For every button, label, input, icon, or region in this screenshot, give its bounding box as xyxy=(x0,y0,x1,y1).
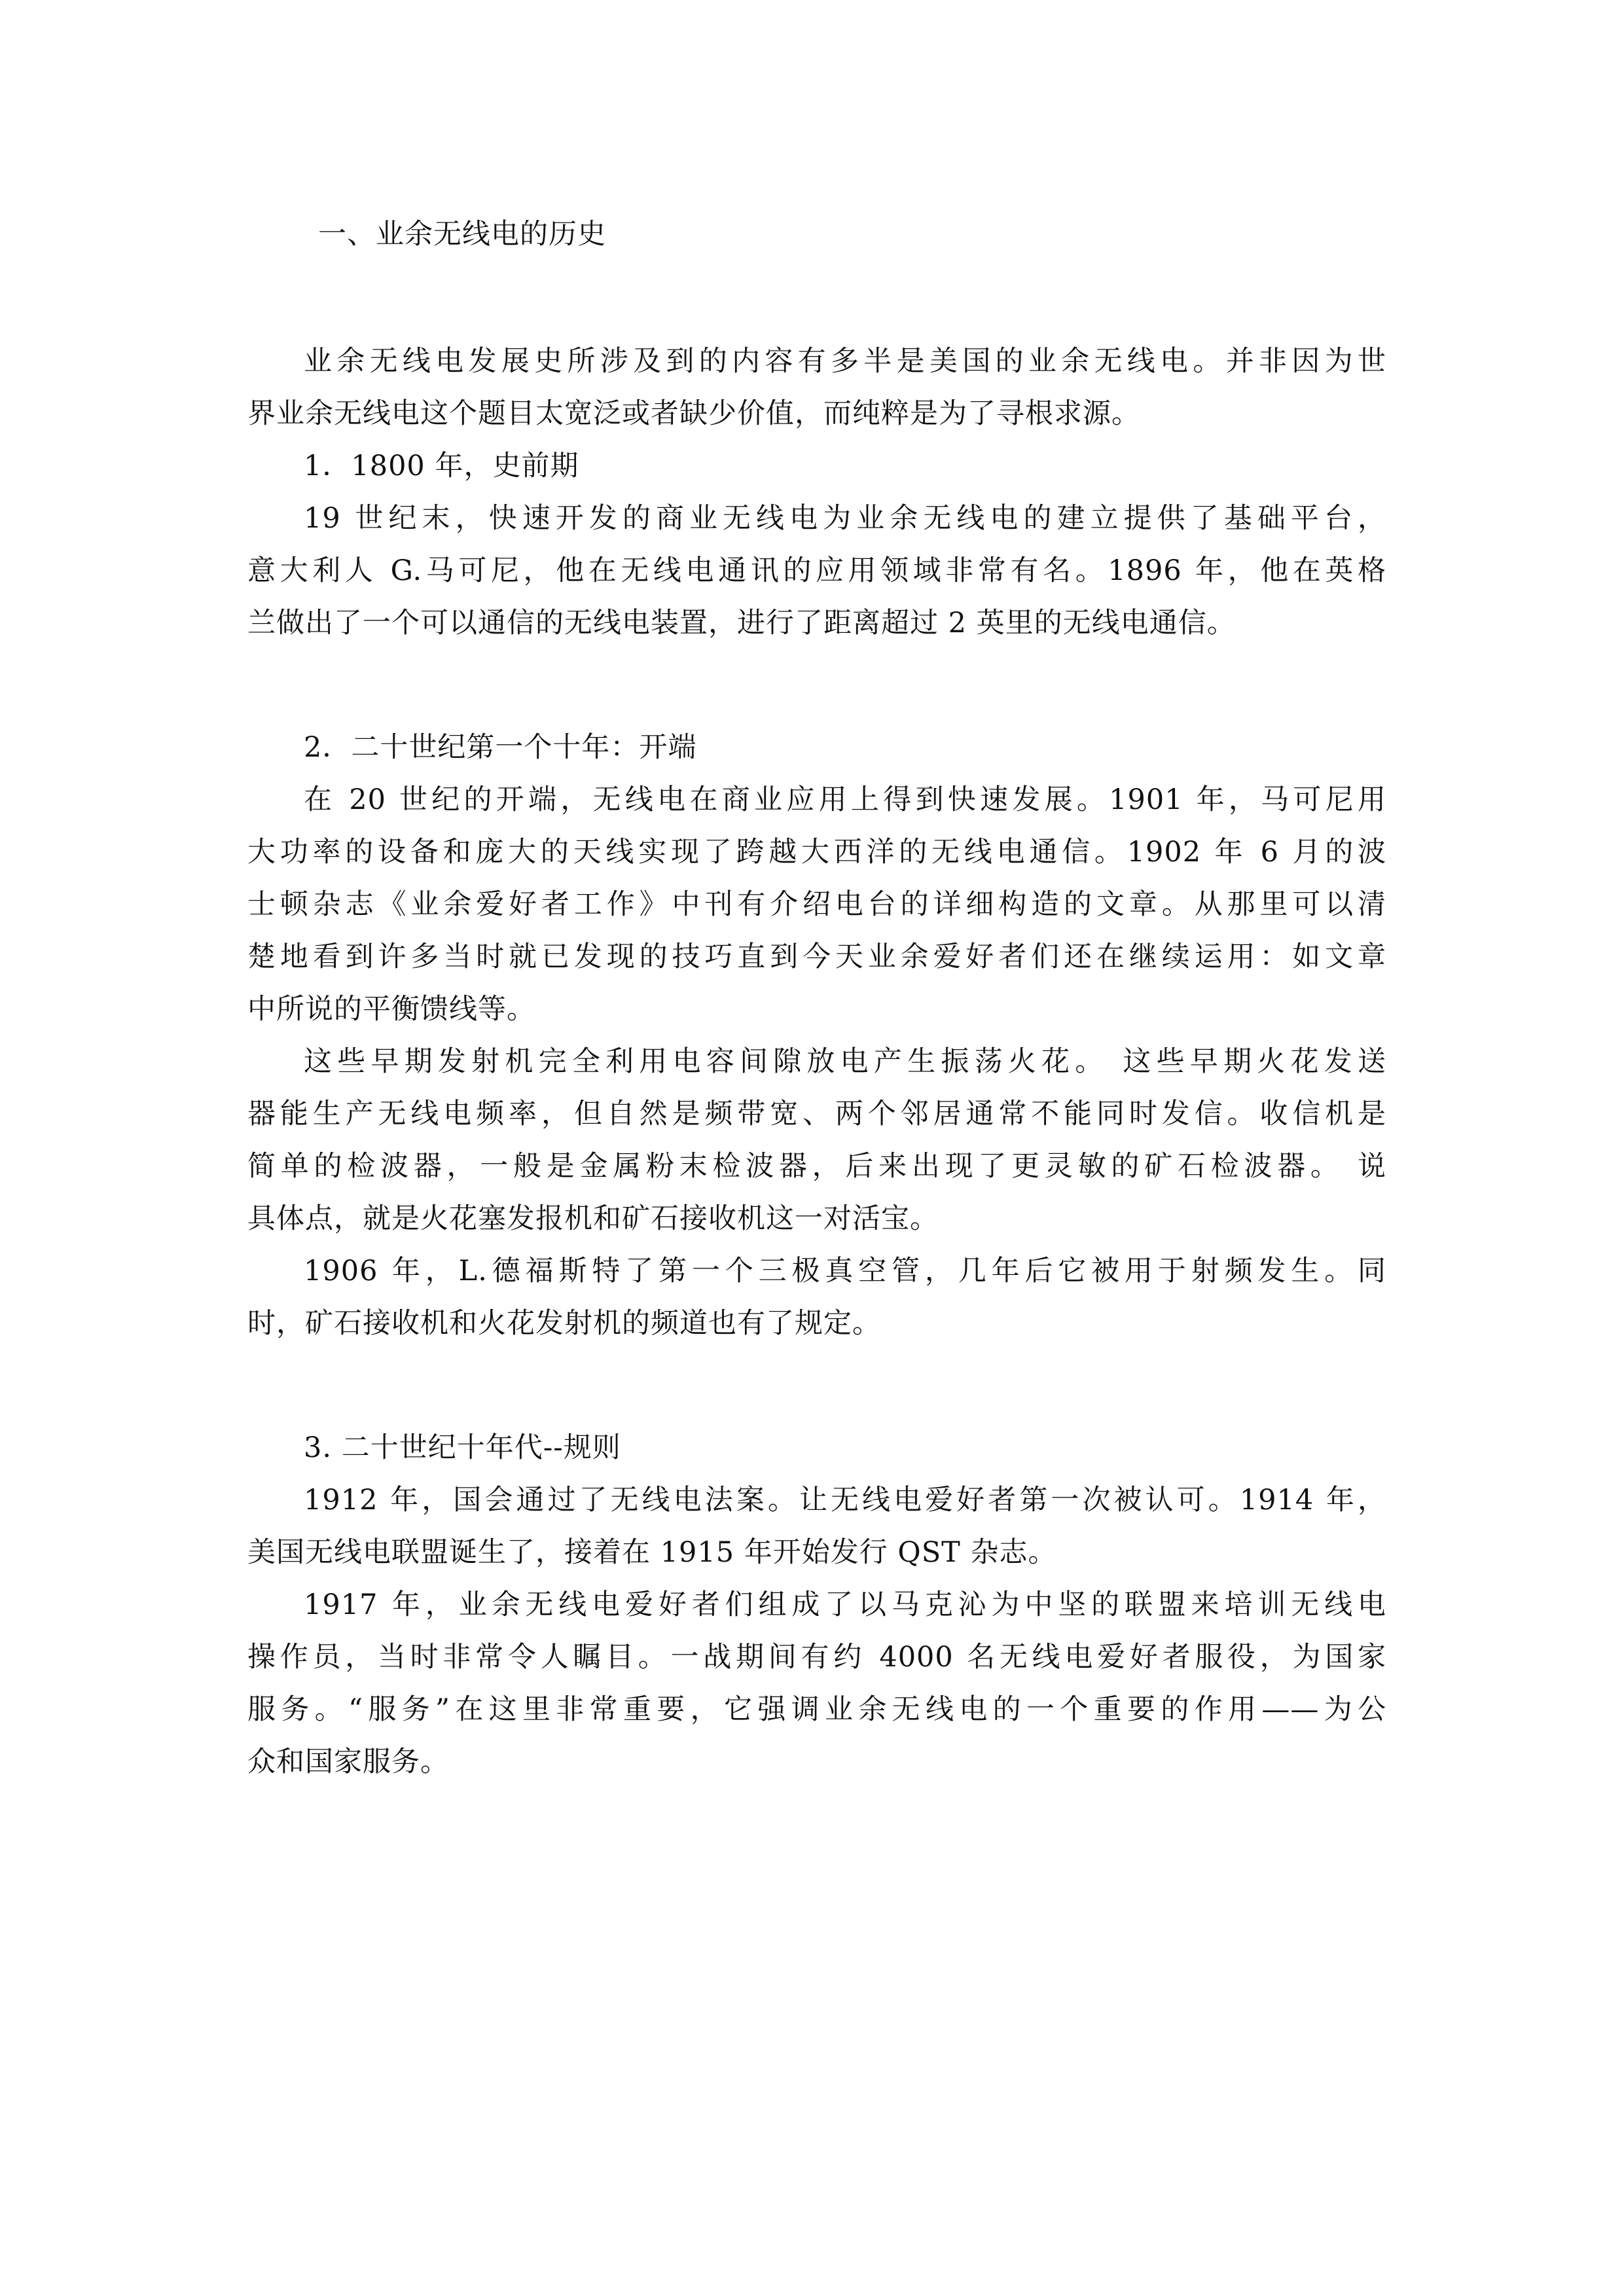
section-heading-2: 2．二十世纪第一个十年：开端 xyxy=(304,731,697,764)
paragraph-line: 器能生产无线电频率，但自然是频带宽、两个邻居通常不能同时发信。收信机是 xyxy=(247,1098,1386,1130)
paragraph-line: 美国无线电联盟诞生了，接着在 1915 年开始发行 QST 杂志。 xyxy=(247,1536,1057,1569)
intro-line: 界业余无线电这个题目太宽泛或者缺少价值，而纯粹是为了寻根求源。 xyxy=(247,397,1140,430)
document-title: 一、业余无线电的历史 xyxy=(318,218,606,251)
spacer xyxy=(247,1350,1386,1422)
paragraph-line: 1906 年，L.德福斯特了第一个三极真空管，几年后它被用于射频发生。同 xyxy=(304,1255,1386,1287)
section-heading-1: 1．1800 年，史前期 xyxy=(304,450,579,482)
paragraph-line: 意大利人 G.马可尼，他在无线电通讯的应用领域非常有名。1896 年，他在英格 xyxy=(247,554,1386,587)
paragraph-line: 中所说的平衡馈线等。 xyxy=(247,993,535,1026)
paragraph-line: 楚地看到许多当时就已发现的技巧直到今天业余爱好者们还在继续运用：如文章 xyxy=(247,941,1386,973)
paragraph-line: 操作员，当时非常令人瞩目。一战期间有约 4000 名无线电爱好者服役，为国家 xyxy=(247,1641,1386,1674)
paragraph-line: 众和国家服务。 xyxy=(247,1746,449,1778)
paragraph-line: 时，矿石接收机和火花发射机的频道也有了规定。 xyxy=(247,1307,881,1340)
section-heading-3: 3. 二十世纪十年代--规则 xyxy=(304,1431,621,1464)
paragraph-line: 具体点，就是火花塞发报机和矿石接收机这一对活宝。 xyxy=(247,1202,939,1235)
document-body xyxy=(247,208,1386,1788)
paragraph-line: 士顿杂志《业余爱好者工作》中刊有介绍电台的详细构造的文章。从那里可以清 xyxy=(247,888,1386,921)
paragraph-line: 这些早期发射机完全利用电容间隙放电产生振荡火花。 这些早期火花发送 xyxy=(304,1045,1386,1078)
paragraph-line: 1912 年，国会通过了无线电法案。让无线电爱好者第一次被认可。1914 年， xyxy=(304,1484,1386,1516)
paragraph-line: 在 20 世纪的开端，无线电在商业应用上得到快速发展。1901 年，马可尼用 xyxy=(304,783,1386,816)
paragraph-line: 简单的检波器，一般是金属粉末检波器，后来出现了更灵敏的矿石检波器。 说 xyxy=(247,1150,1386,1183)
paragraph-line: 大功率的设备和庞大的天线实现了跨越大西洋的无线电通信。1902 年 6 月的波 xyxy=(247,836,1386,869)
paragraph-line: 兰做出了一个可以通信的无线电装置，进行了距离超过 2 英里的无线电通信。 xyxy=(247,607,1236,639)
spacer xyxy=(247,260,1386,335)
spacer xyxy=(247,649,1386,721)
paragraph-line: 服务。“服务”在这里非常重要，它强调业余无线电的一个重要的作用——为公 xyxy=(247,1693,1386,1726)
paragraph-line: 1917 年，业余无线电爱好者们组成了以马克沁为中坚的联盟来培训无线电 xyxy=(304,1588,1386,1621)
paragraph-line: 19 世纪末，快速开发的商业无线电为业余无线电的建立提供了基础平台， xyxy=(304,502,1386,535)
intro-line: 业余无线电发展史所涉及到的内容有多半是美国的业余无线电。并非因为世 xyxy=(304,345,1386,378)
